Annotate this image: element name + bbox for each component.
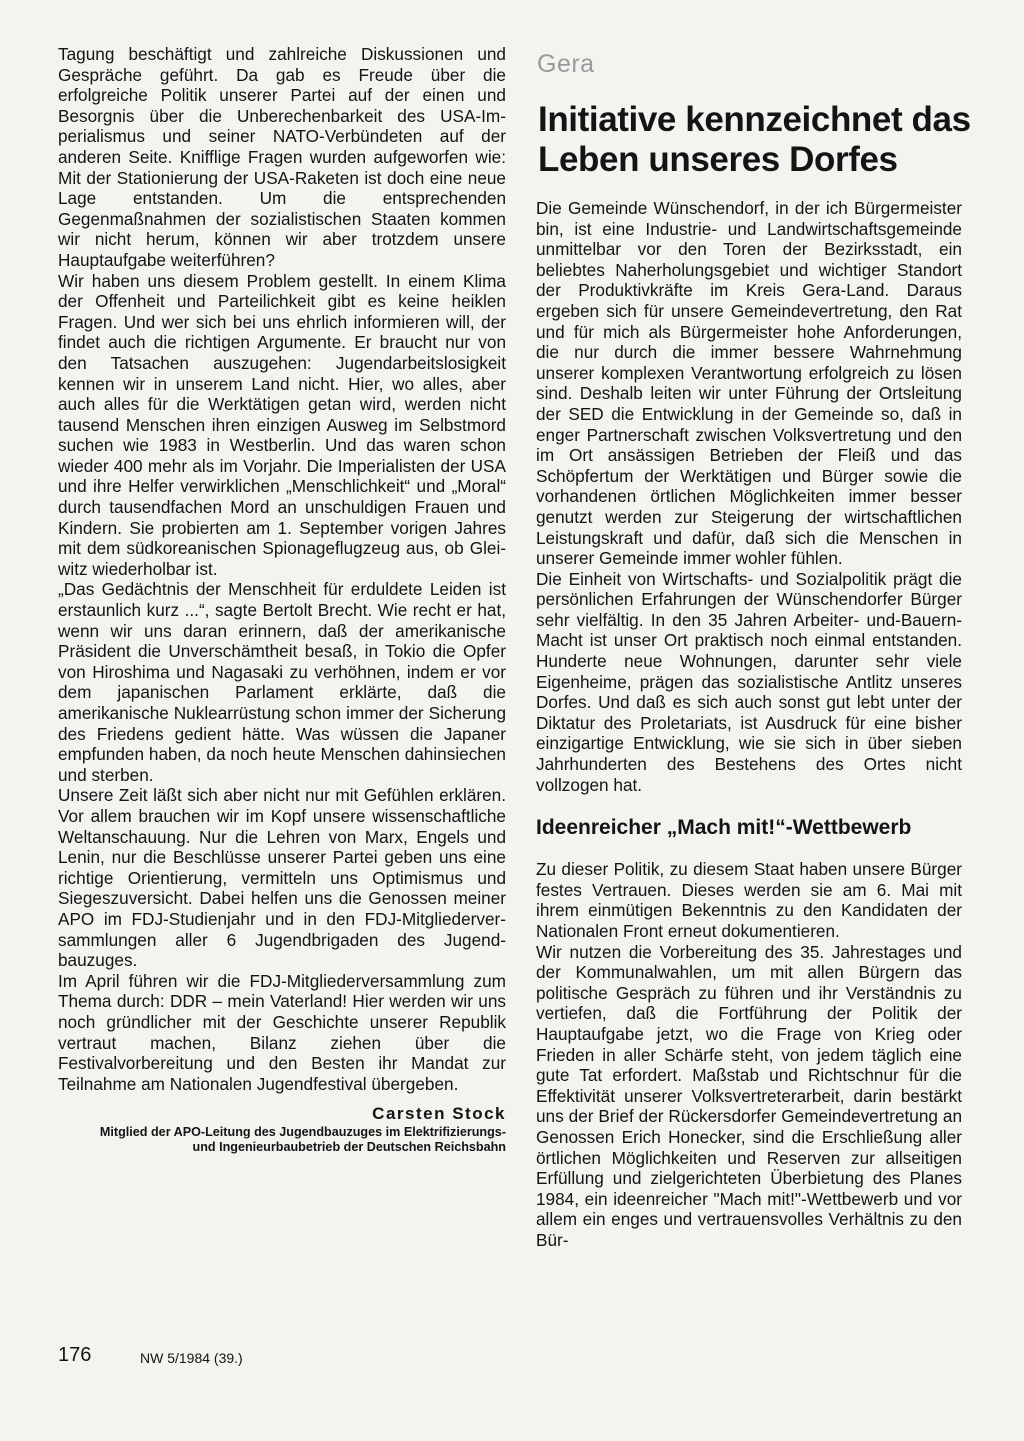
right-paragraph-4: Wir nutzen die Vorbereitung des 35. Jahrestages und der Kommunalwahlen, um mit allen Bürgern das politische Gespräch zu führen und ihr Verständnis zu vertiefen, daß die Fortführung der Politik der Hauptaufgabe jetzt, wo die Frage von Krieg oder Frieden in aller Schärfe steht, von jedem täglich eine gute Tat erfordert. Maßstab und Richtschnur für die Effektivität unserer Volksvertreterarbeit, darin bestärkt uns der Brief der Rückersdorfer Gemeindevertretung an Genossen Erich Honecker, sind die Erschließung aller örtlichen Möglichkeiten und Reserven zur allseitigen Erfüllung und zielgerichteten Überbietung des Planes 1984, ein ideenreicher "Mach mit!"-Wettbewerb und vor allem ein enges und vertrauensvolles Verhältnis zu den Bür- — [536, 941, 962, 1250]
left-column — [58, 44, 506, 1155]
section-city-label: Gera — [537, 50, 595, 78]
right-paragraph-3: Zu dieser Politik, zu diesem Staat haben unsere Bürger festes Vertrauen. Dieses werden sie am 6. Mai mit ihrem einmütigen Bekenntnis zu den Kandidaten der Nationalen Front erneut dokumentieren. — [536, 859, 962, 941]
issue-label: NW 5/1984 (39.) — [140, 1350, 243, 1366]
left-paragraph-4: Unsere Zeit läßt sich aber nicht nur mit Gefühlen erklären. Vor allem brauchen wir im Kopf unsere wissenschaftliche Weltanschauung. Nur die Lehren von Marx, Engels und Lenin, nur die Beschlüsse unserer Partei geben uns eine richtige Orientierung, vermitteln uns Optimismus und Siegeszuversicht. Dabei helfen uns die Genossen meiner APO im FDJ-Studienjahr und in den FDJ-Mitgliederversammlungen aller 6 Jugendbrigaden des Jugendbauzuges. — [58, 785, 506, 971]
author-name: Carsten Stock — [372, 1104, 506, 1124]
author-role-line-2: und Ingenieurbaubetrieb der Deutschen Reichsbahn — [192, 1139, 506, 1154]
right-paragraph-1: Die Gemeinde Wünschendorf, in der ich Bürgermeister bin, ist eine Industrie- und Landwirtschaftsgemeinde unmittelbar vor den Toren der Bezirksstadt, ein beliebtes Naherholungsgebiet und wichtiger Standort der Produktivkräfte im Kreis Gera-Land. Daraus ergeben sich für unsere Gemeindevertretung, den Rat und für mich als Bürgermeister hohe Anforderungen, die nur durch die immer bessere Wahrnehmung unserer komplexen Verantwortung erfolgreich zu lösen sind. Deshalb leiten wir unter Führung der Ortsleitung der SED die Entwicklung in der Gemeinde so, daß in enger Partnerschaft zwischen Volksvertretung und den im Ort ansässigen Betrieben der Fleiß und das Schöpfertum der Werktätigen und Bürger sowie die vorhandenen örtlichen Möglichkeiten immer besser genutzt werden zur Steigerung der wirtschaftlichen Leistungskraft und dafür, daß sich die Menschen in unserer Gemeinde immer wohler fühlen. — [536, 198, 962, 569]
author-role-line-1: Mitglied der APO-Leitung des Jugendbauzuges im Elektrifizierungs- — [99, 1124, 506, 1139]
article-headline: Initiative kennzeichnet das Leben unseres Dorfes — [538, 100, 971, 179]
right-paragraph-2: Die Einheit von Wirtschafts- und Sozialpolitik prägt die persönlichen Erfahrungen der Wünschendorfer Bürger sehr vielfältig. In den 35 Jahren Arbeiter- und-Bauern-Macht ist unser Ort praktisch noch einmal entstanden. Hunderte neue Wohnungen, darunter sehr viele Eigenheime, prägen das sozialistische Antlitz unseres Dorfes. Und daß es sich auch sonst gut lebt unter der Diktatur des Proletariats, ist Ausdruck für eine bisher einzigartige Entwicklung, wie sie sich in über sieben Jahrhunderten des Bestehens des Ortes nicht vollzogen hat. — [536, 568, 962, 795]
article-subheading: Ideenreicher „Mach mit!“-Wettbewerb — [536, 816, 912, 840]
page-number: 176 — [58, 1344, 92, 1366]
left-paragraph-5: Im April führen wir die FDJ-Mitgliederversammlung zum Thema durch: DDR – mein Vaterland! Hier werden wir uns noch gründlicher mit der Geschichte unserer Republik vertraut machen, Bilanz ziehen über die Festivalvorbereitung und den Besten ihr Mandat zur Teilnahme am Nationalen Jugendfestival übergeben. — [58, 970, 506, 1094]
left-paragraph-3: „Das Gedächtnis der Menschheit für erduldete Leiden ist erstaunlich kurz ...“, sagte Bertolt Brecht. Wie recht er hat, wenn wir uns daran erinnern, daß der amerikanische Präsident die Unverschämtheit besaß, in Tokio die Opfer von Hiroshima und Nagasaki zu verhöhnen, indem er vor dem japanischen Parlament erklärte, daß die amerikanische Nuklearrüstung schon immer der Sicherung des Friedens gedient hätte. Was wüssen die Japaner empfunden haben, da noch heute Menschen dahinsiechen und sterben. — [58, 579, 506, 785]
left-paragraph-2: Wir haben uns diesem Problem gestellt. In einem Klima der Offenheit und Parteilichkeit gibt es keine heiklen Fragen. Und wer sich bei uns ehrlich informieren will, der findet auch die richtigen Argumente. Er braucht nur von den Tatsachen auszugehen: Jugendarbeitslosigkeit kennen wir in unserem Land nicht. Hier, wo alles, aber auch alles für die Werktätigen getan wird, werden nicht tausend Menschen ihren einzigen Ausweg im Selbstmord suchen wie 1983 in Westberlin. Und das waren schon wieder 400 mehr als im Vorjahr. Die Imperialisten der USA und ihre Helfer verwirklichen „Menschlichkeit“ und „Moral“ durch tausendfachen Mord an unschuldigen Frauen und Kindern. Sie probierten am 1. September vorigen Jahres mit dem südkoreanischen Spionageflugzeug aus, ob Gleiwitz wiederholbar ist. — [58, 270, 506, 579]
right-column — [536, 198, 962, 1251]
left-paragraph-1: Tagung beschäftigt und zahlreiche Diskussionen und Gespräche geführt. Da gab es Freude über die erfolgreiche Politik unserer Partei auf der einen und Besorgnis über die Unberechenbarkeit des USA-Imperialismus und seiner NATO-Verbündeten auf der anderen Seite. Knifflige Fragen wurden aufgeworfen wie: Mit der Stationierung der USA-Raketen ist doch eine neue Lage entstanden. Um die entsprechenden Gegenmaßnahmen der sozialistischen Staaten kommen wir nicht herum, können wir aber trotzdem unsere Hauptaufgabe weiterführen? — [58, 44, 506, 270]
